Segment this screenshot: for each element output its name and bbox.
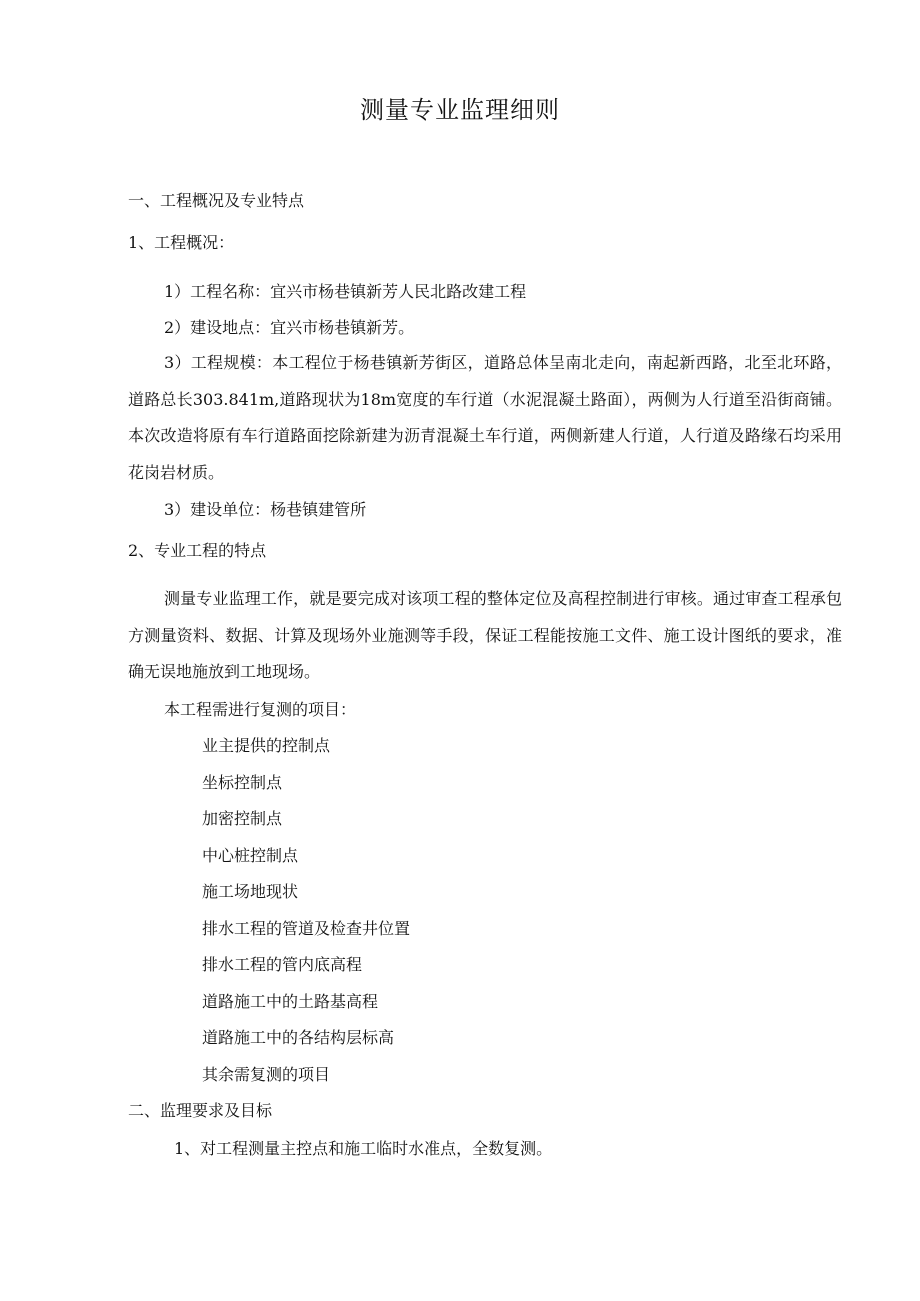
subheading-project-overview: 1、工程概况： [128, 233, 235, 252]
recheck-intro: 本工程需进行复测的项目： [164, 700, 357, 719]
requirement-item-1: 1、对工程测量主控点和施工临时水准点，全数复测。 [174, 1139, 553, 1158]
document-title: 测量专业监理细则 [360, 96, 560, 124]
list-item: 加密控制点 [202, 809, 283, 828]
project-location-item: 2）建设地点：宜兴市杨巷镇新芳。 [164, 318, 415, 337]
list-item: 施工场地现状 [202, 882, 299, 901]
construction-unit-item: 3）建设单位：杨巷镇建管所 [164, 500, 367, 519]
list-item: 道路施工中的土路基高程 [202, 991, 379, 1011]
list-item: 坐标控制点 [202, 772, 283, 792]
list-item: 中心桩控制点 [202, 845, 299, 865]
recheck-items-list [202, 735, 410, 1100]
project-scale-paragraph: 3）工程规模：本工程位于杨巷镇新芳街区，道路总体呈南北走向，南起新西路，北至北环路，道路总长303.841m,道路现状为18m宽度的车行道（水泥混凝土路面），两侧为人行道至沿街商铺。本次改造将原有车行道路面挖除新建为沥青混凝土车行道，两侧新建人行道，人行道及路缘石均采用花岗岩材质。 [128, 353, 842, 482]
section-heading-overview: 一、工程概况及专业特点 [128, 191, 305, 210]
features-paragraph: 测量专业监理工作，就是要完成对该项工程的整体定位及高程控制进行审核。通过审查工程承包方测量资料、数据、计算及现场外业施测等手段，保证工程能按施工文件、施工设计图纸的要求，准确无误地施放到工地现场。 [128, 589, 842, 681]
list-item: 排水工程的管道及检查井位置 [202, 918, 411, 938]
list-item: 业主提供的控制点 [202, 736, 331, 755]
project-name-item: 1）工程名称：宜兴市杨巷镇新芳人民北路改建工程 [164, 282, 527, 301]
list-item: 排水工程的管内底高程 [202, 955, 363, 974]
section-heading-requirements: 二、监理要求及目标 [128, 1101, 273, 1120]
list-item: 其余需复测的项目 [202, 1064, 331, 1084]
subheading-professional-features: 2、专业工程的特点 [128, 541, 267, 560]
list-item: 道路施工中的各结构层标高 [202, 1028, 395, 1047]
